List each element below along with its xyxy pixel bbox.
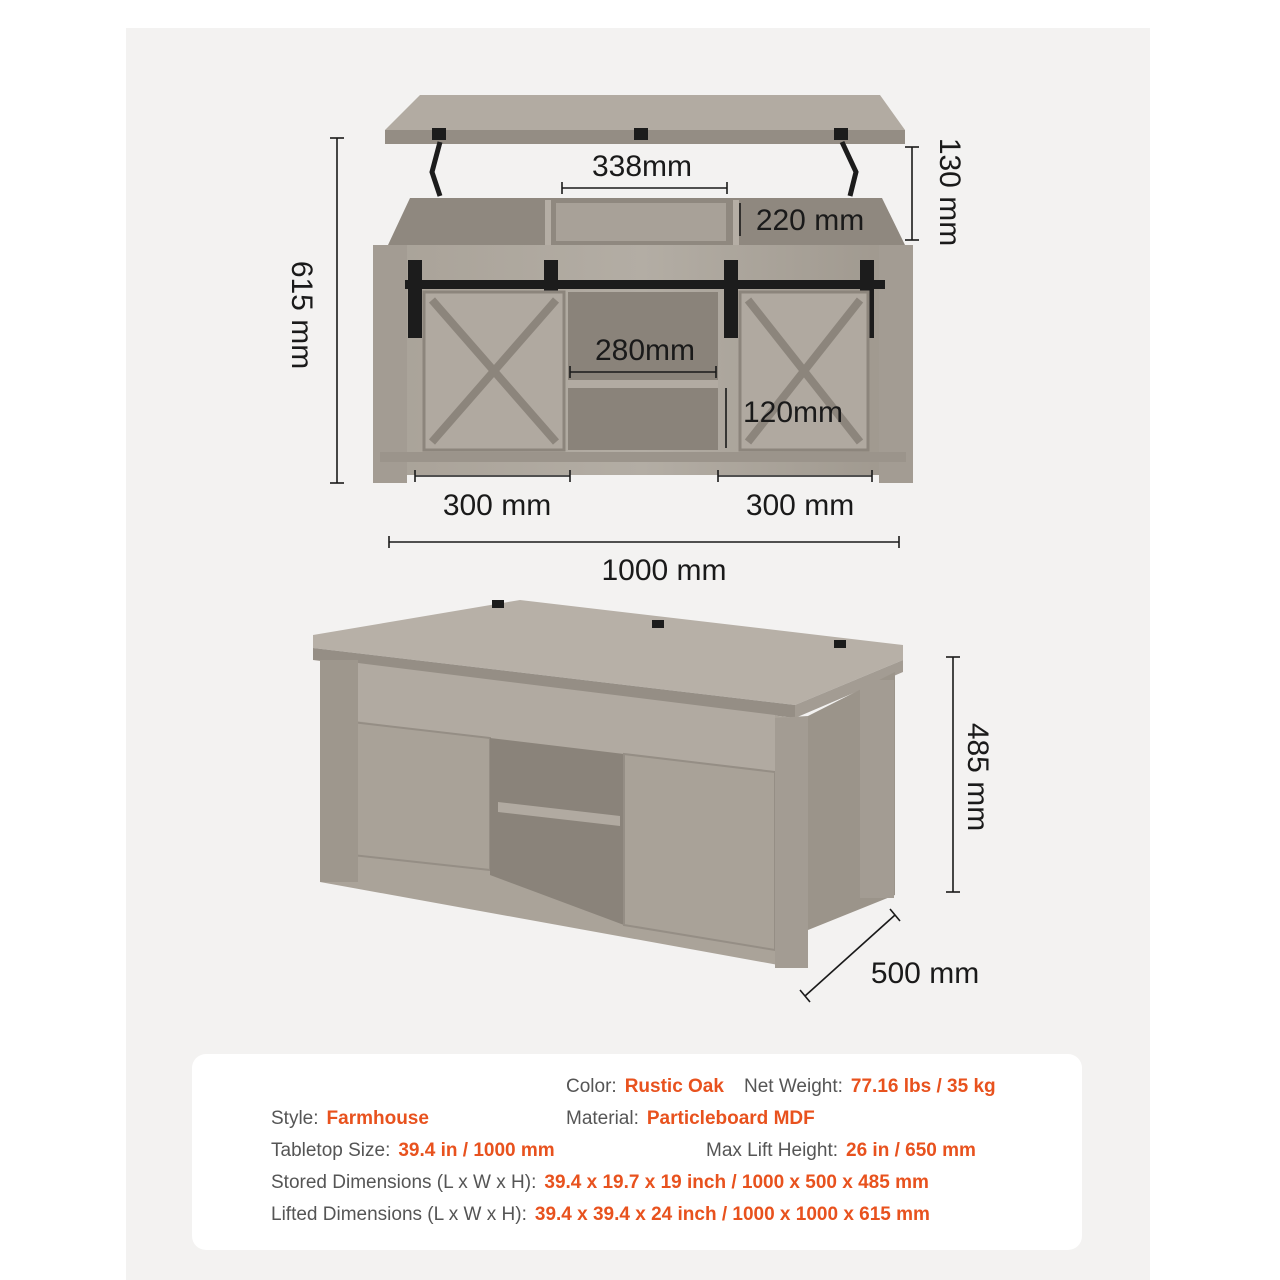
lift-arm-icon (432, 142, 440, 196)
lift-arm-icon (842, 142, 856, 196)
lift-tray (556, 203, 726, 241)
dim-lifted-height: 615 mm (285, 260, 318, 370)
stored-left-door (352, 722, 490, 870)
dim-total-width: 1000 mm (601, 554, 727, 587)
hinge-icon (834, 640, 846, 648)
center-shelf-opening (568, 292, 718, 450)
dim-shelf-height: 120mm (742, 396, 844, 429)
dim-stored-height: 485 mm (961, 722, 994, 832)
barn-door-track (405, 280, 885, 289)
lifted-tabletop (385, 95, 905, 130)
dim-inner-depth: 220 mm (755, 204, 865, 237)
dim-depth: 500 mm (870, 957, 980, 990)
left-barn-door (424, 292, 564, 450)
spec-color: Color: Rustic Oak (566, 1076, 724, 1097)
hinge-icon (634, 128, 648, 140)
dim-left-door: 300 mm (442, 489, 552, 522)
dim-top-lift: 130 mm (933, 137, 966, 247)
dim-right-door: 300 mm (745, 489, 855, 522)
dim-shelf-width: 280mm (594, 334, 696, 367)
spec-tabletop-size: Tabletop Size: 39.4 in / 1000 mm (271, 1140, 555, 1161)
spec-lifted-dimensions: Lifted Dimensions (L x W x H): 39.4 x 39.4 x 24 inch / 1000 x 1000 x 615 mm (271, 1204, 930, 1225)
spec-material: Material: Particleboard MDF (566, 1108, 815, 1129)
hinge-icon (432, 128, 446, 140)
spec-max-lift-height: Max Lift Height: 26 in / 650 mm (706, 1140, 976, 1161)
stored-right-door (624, 754, 775, 950)
spec-style: Style: Farmhouse (271, 1108, 429, 1129)
hinge-icon (652, 620, 664, 628)
hinge-icon (492, 600, 504, 608)
dim-center-width: 338mm (591, 150, 693, 183)
stored-table (313, 600, 903, 968)
hinge-icon (834, 128, 848, 140)
spec-net-weight: Net Weight: 77.16 lbs / 35 kg (744, 1076, 996, 1097)
spec-stored-dimensions: Stored Dimensions (L x W x H): 39.4 x 19.7 x 19 inch / 1000 x 500 x 485 mm (271, 1172, 929, 1193)
